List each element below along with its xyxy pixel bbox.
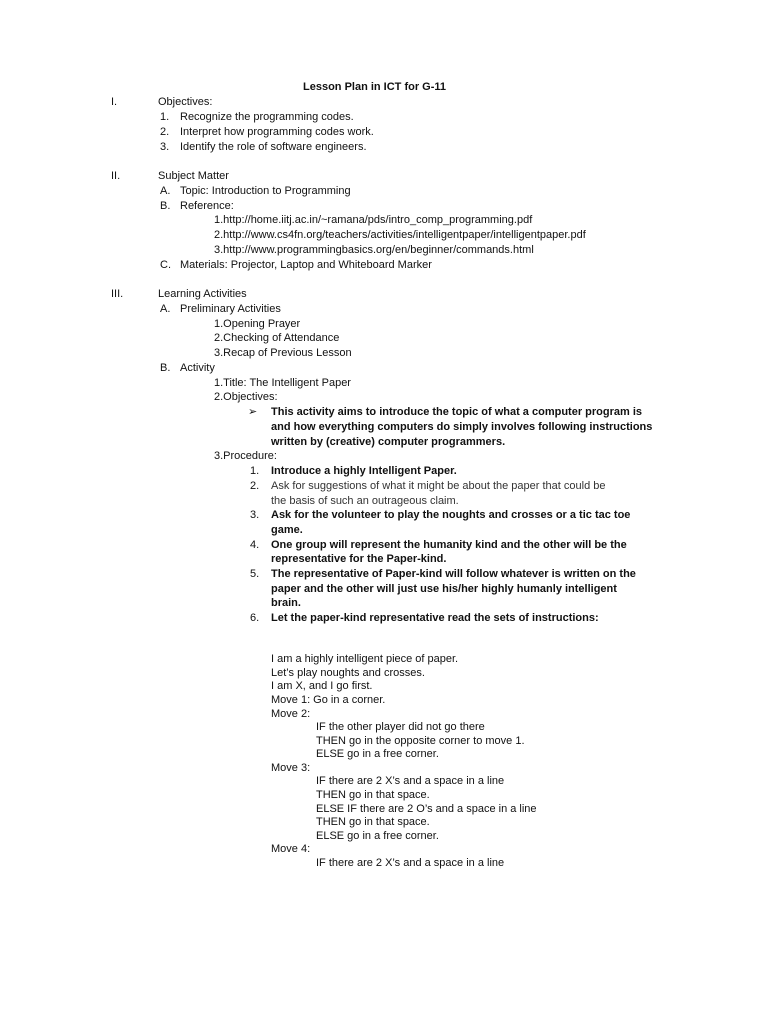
activity-title: 1.Title: The Intelligent Paper (214, 377, 351, 389)
section-i-heading: Objectives: (158, 96, 213, 108)
section-ii-number: II. (111, 170, 121, 182)
preliminary-item: 3.Recap of Previous Lesson (214, 347, 352, 359)
objective-number: 2. (160, 126, 170, 138)
page-title: Lesson Plan in ICT for G-11 (303, 81, 447, 93)
preliminary-label: Preliminary Activities (180, 303, 281, 315)
procedure-step-line: The representative of Paper-kind will follow whatever is written on the (271, 568, 636, 580)
activities-letter: B. (160, 362, 171, 374)
section-i-number: I. (111, 96, 118, 108)
procedure-step-number: 4. (250, 539, 260, 551)
script-line: I am a highly intelligent piece of paper. (271, 653, 459, 665)
procedure-step-line: Introduce a highly Intelligent Paper. (271, 465, 457, 477)
procedure-step-line: One group will represent the humanity kind and the other will be the (271, 539, 627, 551)
subject-letter: A. (160, 185, 171, 197)
procedure-step-line: brain. (271, 597, 301, 609)
objective-text: Recognize the programming codes. (180, 111, 354, 123)
preliminary-item: 2.Checking of Attendance (214, 332, 340, 344)
materials-text: Materials: Projector, Laptop and Whiteboard Marker (180, 259, 432, 271)
script-line: IF the other player did not go there (316, 721, 485, 733)
script-line: ELSE IF there are 2 O’s and a space in a line (316, 803, 537, 815)
script-line: IF there are 2 X’s and a space in a line (316, 857, 505, 869)
script-line: IF there are 2 X’s and a space in a line (316, 775, 505, 787)
script-line: Move 2: (271, 708, 311, 720)
activities-letter: A. (160, 303, 171, 315)
procedure-step-number: 6. (250, 612, 260, 624)
procedure-step-line: game. (271, 524, 303, 536)
procedure-step-line: Let the paper-kind representative read the sets of instructions: (271, 612, 599, 624)
activity-label: Activity (180, 362, 215, 374)
procedure-step-number: 1. (250, 465, 260, 477)
section-iii-heading: Learning Activities (158, 288, 247, 300)
section-ii-heading: Subject Matter (158, 170, 229, 182)
objective-text: Identify the role of software engineers. (180, 141, 367, 153)
objective-number: 3. (160, 141, 170, 153)
procedure-label: 3.Procedure: (214, 450, 277, 462)
objective-text: Interpret how programming codes work. (180, 126, 374, 138)
activity-objectives-label: 2.Objectives: (214, 391, 278, 403)
arrow-bullet-icon: ➢ (248, 406, 258, 418)
reference-link: 1.http://home.iitj.ac.in/~ramana/pds/intro_comp_programming.pdf (214, 214, 533, 226)
procedure-step-number: 2. (250, 480, 260, 492)
script-line: THEN go in the opposite corner to move 1. (316, 735, 525, 747)
topic-text: Topic: Introduction to Programming (180, 185, 351, 197)
script-line: ELSE go in a free corner. (316, 748, 439, 760)
script-line: THEN go in that space. (316, 789, 430, 801)
activity-objective-line: written by (creative) computer programmers. (271, 436, 506, 448)
script-line: Move 1: Go in a corner. (271, 694, 386, 706)
script-line: I am X, and I go first. (271, 680, 373, 692)
script-line: ELSE go in a free corner. (316, 830, 439, 842)
procedure-step-line: the basis of such an outrageous claim. (271, 495, 459, 507)
script-line: THEN go in that space. (316, 816, 430, 828)
section-iii-number: III. (111, 288, 124, 300)
script-line: Move 3: (271, 762, 311, 774)
script-line: Move 4: (271, 843, 311, 855)
procedure-step-number: 3. (250, 509, 260, 521)
subject-letter: C. (160, 259, 171, 271)
procedure-step-number: 5. (250, 568, 260, 580)
preliminary-item: 1.Opening Prayer (214, 318, 301, 330)
procedure-step-line: Ask for the volunteer to play the noughts and crosses or a tic tac toe (271, 509, 631, 521)
procedure-step-line: representative for the Paper-kind. (271, 553, 447, 565)
procedure-step-line: paper and the other will just use his/her highly humanly intelligent (271, 583, 617, 595)
reference-link: 2.http://www.cs4fn.org/teachers/activities/intelligentpaper/intelligentpaper.pdf (214, 229, 586, 241)
objective-number: 1. (160, 111, 170, 123)
script-line: Let’s play noughts and crosses. (271, 667, 425, 679)
activity-objective-line: This activity aims to introduce the topic of what a computer program is (271, 406, 643, 418)
reference-link: 3.http://www.programmingbasics.org/en/beginner/commands.html (214, 244, 534, 256)
activity-objective-line: and how everything computers do simply involves following instructions (271, 421, 653, 433)
reference-label: Reference: (180, 200, 234, 212)
subject-letter: B. (160, 200, 171, 212)
procedure-step-line: Ask for suggestions of what it might be about the paper that could be (271, 480, 606, 492)
